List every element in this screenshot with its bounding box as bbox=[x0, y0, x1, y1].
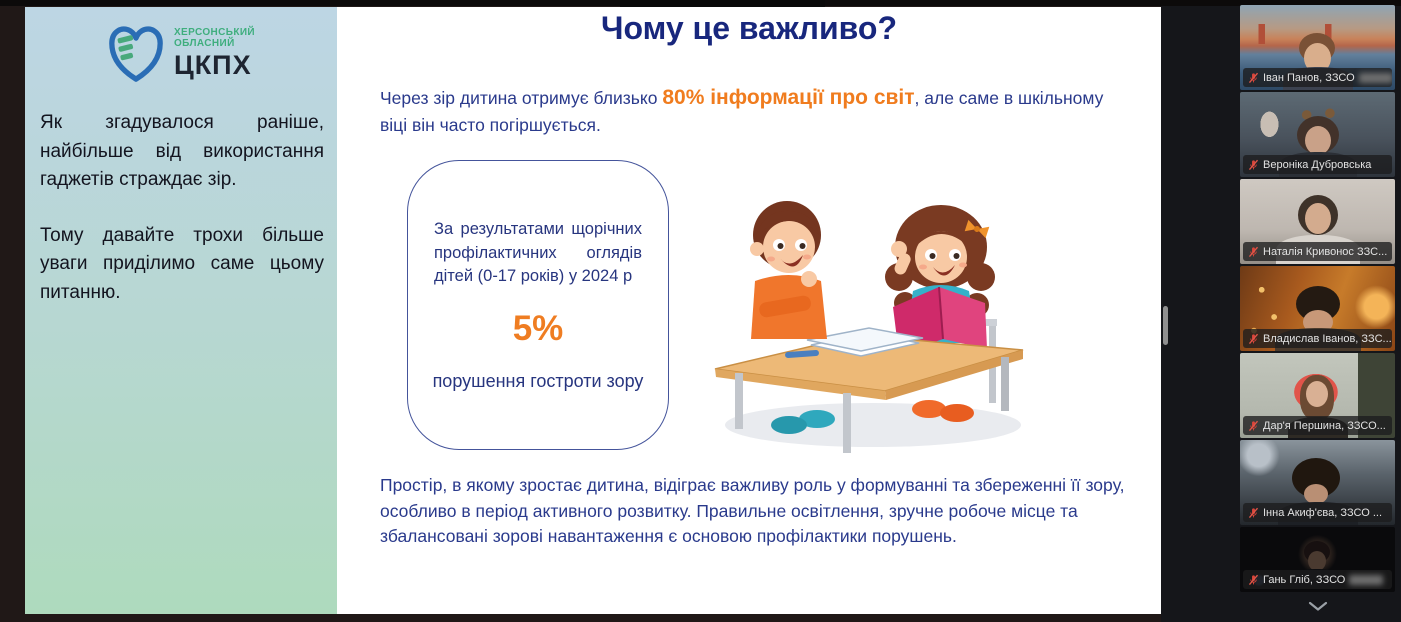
mic-muted-icon bbox=[1248, 333, 1259, 345]
shared-slide bbox=[25, 7, 1161, 614]
stat-box bbox=[407, 160, 669, 450]
mic-muted-icon bbox=[1248, 507, 1259, 519]
participant-name-tag bbox=[1243, 503, 1392, 522]
footer-paragraph: Простір, в якому зростає дитина, відіграє важливу роль у формуванні та збереженні її зору, особливо в період активного розвитку. Правильне освітлення, зручне робоче місце та збалансовані зорові навантаження є основою профілактики порушень. bbox=[380, 475, 1125, 547]
participant-name: Дар'я Першина, ЗЗСО... bbox=[1263, 419, 1386, 432]
participant-name: Наталія Кривонос ЗЗС... bbox=[1263, 245, 1388, 258]
participant-name: Гань Гліб, ЗЗСО bbox=[1263, 573, 1346, 586]
participant-name: Іван Панов, ЗЗСО bbox=[1263, 71, 1355, 84]
kids-illustration bbox=[693, 173, 1045, 465]
intro-highlight: 80% інформації про світ bbox=[662, 86, 915, 109]
participant-name-tag bbox=[1243, 416, 1392, 435]
participant-name-tag bbox=[1243, 570, 1392, 589]
mic-muted-icon bbox=[1248, 574, 1259, 586]
org-name-line1: ХЕРСОНСЬКИЙ bbox=[173, 27, 256, 39]
redacted-text bbox=[1359, 73, 1392, 83]
mic-muted-icon bbox=[1248, 72, 1259, 84]
mic-muted-icon bbox=[1248, 246, 1259, 258]
participant-name: Інна Акиф'єва, ЗЗСО ... bbox=[1263, 506, 1383, 519]
org-name-line2: ОБЛАСНИЙ bbox=[173, 37, 235, 49]
slide-left-panel bbox=[25, 7, 337, 614]
org-logo bbox=[35, 23, 327, 85]
window-top-notch bbox=[620, 0, 825, 7]
stat-box-text: За результатами щорічних профілактичних оглядів дітей (0-17 років) у 2024 р bbox=[434, 220, 642, 286]
slide-title: Чому це важливо? bbox=[601, 10, 897, 46]
participant-tile-han-hlib[interactable] bbox=[1240, 527, 1395, 592]
intro-after: , але саме в шкільному віці він часто погіршується. bbox=[380, 88, 1104, 136]
org-logo-text bbox=[174, 28, 255, 79]
participant-tile-vladyslav-ivanov[interactable] bbox=[1240, 266, 1395, 351]
participant-name: Владислав Іванов, ЗЗС... bbox=[1263, 332, 1392, 345]
stat-box-caption: порушення гостроти зору bbox=[432, 370, 644, 391]
participant-tile-ivan-panov[interactable] bbox=[1240, 5, 1395, 90]
participant-name-tag bbox=[1243, 68, 1392, 87]
scrollbar-thumb[interactable] bbox=[1163, 306, 1168, 345]
intro-before: Через зір дитина отримує близько bbox=[380, 88, 663, 108]
left-panel-paragraph-2: Тому давайте трохи більше уваги приділимо саме цьому питанню. bbox=[40, 224, 324, 303]
participant-tile-daria-pershyna[interactable] bbox=[1240, 353, 1395, 438]
org-logo-icon bbox=[107, 23, 165, 85]
slide-main-area bbox=[337, 7, 1161, 614]
stat-box-value: 5% bbox=[512, 308, 564, 348]
participant-name-tag bbox=[1243, 242, 1392, 261]
chevron-down-icon bbox=[1307, 601, 1329, 612]
org-acronym: ЦКПХ bbox=[173, 50, 252, 81]
left-panel-paragraph-1: Як згадувалося раніше, найбільше від використання гаджетів страждає зір. bbox=[40, 112, 324, 190]
intro-paragraph bbox=[380, 83, 1122, 139]
mic-muted-icon bbox=[1248, 159, 1259, 171]
participant-name-tag bbox=[1243, 329, 1392, 348]
redacted-text bbox=[1349, 575, 1383, 585]
participant-name-tag bbox=[1243, 155, 1392, 174]
participant-tile-veronika-dubrovska[interactable] bbox=[1240, 92, 1395, 177]
mic-muted-icon bbox=[1248, 420, 1259, 432]
participant-name: Вероніка Дубровська bbox=[1263, 158, 1372, 171]
participant-tile-inna-akifieva[interactable] bbox=[1240, 440, 1395, 525]
participant-tile-natalia-kryvonos[interactable] bbox=[1240, 179, 1395, 264]
left-panel-text bbox=[25, 109, 337, 307]
scroll-down-button[interactable] bbox=[1240, 597, 1395, 615]
